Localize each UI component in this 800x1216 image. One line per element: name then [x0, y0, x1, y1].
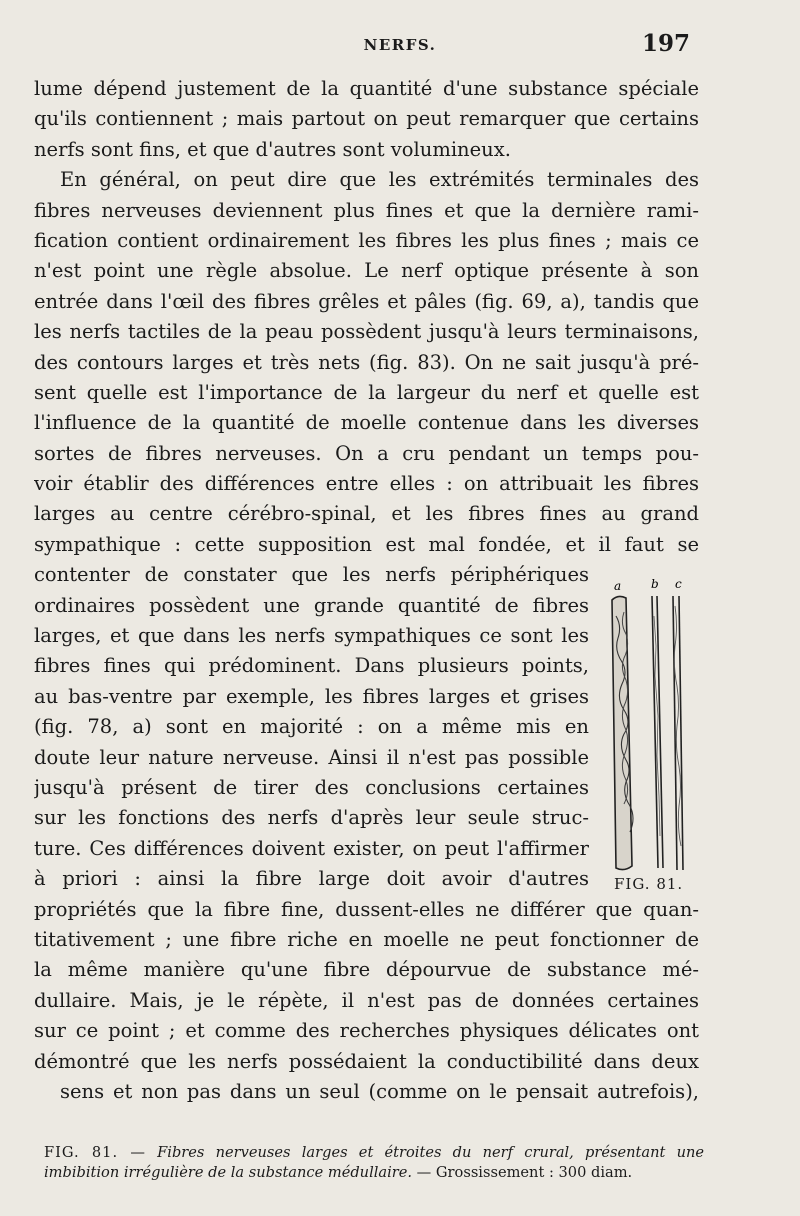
text-line: qu'ils contiennent ; mais partout on peut remarquer que certains [34, 107, 699, 131]
caption-magnification: — Grossissement : 300 diam. [416, 1164, 633, 1181]
text-line: lume dépend justement de la quantité d'une substance spéciale [34, 77, 699, 100]
text-line: la même manière qu'une fibre dépourvue de substance mé- [34, 958, 699, 982]
text-line: sur les fonctions des nerfs d'après leur seule struc- [34, 806, 589, 830]
thin-fiber-c [673, 596, 683, 870]
text-line: jusqu'à présent de tirer des conclusions certaines [34, 775, 589, 799]
text-line: dullaire. Mais, je le répète, il n'est pas de données certaines [34, 988, 699, 1012]
caption-label: FIG. 81. — [44, 1144, 146, 1161]
caption-line-2 [44, 1163, 704, 1183]
text-line: sent quelle est l'importance de la largeur du nerf et quelle est [34, 380, 699, 404]
text-line: En général, on peut dire que les extrémités terminales des [60, 168, 699, 192]
text-line: démontré que les nerfs possédaient la conductibilité dans deux [34, 1049, 699, 1073]
text-line: ordinaires possèdent une grande quantité de fibres [34, 593, 589, 617]
text-line: sortes de fibres nerveuses. On a cru pendant un temps pou- [34, 441, 699, 465]
text-line: larges, et que dans les nerfs sympathiques ce sont les [34, 624, 589, 648]
text-line: sympathique : cette supposition est mal fondée, et il faut se [34, 532, 699, 556]
text-line: fication contient ordinairement les fibres les plus fines ; mais ce [34, 228, 699, 252]
running-head: NERFS. [363, 36, 437, 54]
text-line: voir établir des différences entre elles : on attribuait les fibres [34, 472, 699, 496]
caption-text-1: Fibres nerveuses larges et étroites du nerf crural, présentant une [157, 1144, 704, 1161]
text-line: fibres fines qui prédominent. Dans plusieurs points, [34, 654, 589, 678]
caption-text-2: imbibition irrégulière de la substance médullaire. [44, 1164, 413, 1181]
figure-label: FIG. 81. [614, 875, 684, 893]
page-number: 197 [641, 30, 690, 57]
figure-letter-a: a [614, 579, 622, 593]
text-line: n'est point une règle absolue. Le nerf optique présente à son [34, 259, 699, 283]
text-line: des contours larges et très nets (fig. 83). On ne sait jusqu'à pré- [34, 350, 699, 374]
text-line: titativement ; une fibre riche en moelle ne peut fonctionner de [34, 927, 699, 951]
text-line: au bas-ventre par exemple, les fibres larges et grises [34, 684, 589, 708]
thin-fiber-b [652, 596, 663, 868]
text-line: à priori : ainsi la fibre large doit avoir d'autres [34, 867, 589, 891]
text-line: larges au centre cérébro-spinal, et les fibres fines au grand [34, 502, 699, 526]
body-text [34, 74, 699, 1107]
nerve-fiber-illustration [602, 576, 694, 896]
text-line: doute leur nature nerveuse. Ainsi il n'est pas possible [34, 745, 589, 769]
text-line: nerfs sont fins, et que d'autres sont volumineux. [34, 137, 511, 161]
text-line: (fig. 78, a) sont en majorité : on a même mis en [34, 715, 589, 739]
text-line: les nerfs tactiles de la peau possèdent jusqu'à leurs terminaisons, [34, 320, 699, 344]
text-line: ture. Ces différences doivent exister, on peut l'affirmer [34, 836, 589, 860]
text-line: l'influence de la quantité de moelle contenue dans les diverses [34, 411, 699, 435]
caption-line-1 [44, 1143, 704, 1163]
text-line: fibres nerveuses deviennent plus fines et que la dernière rami- [34, 198, 699, 222]
text-line: sens et non pas dans un seul (comme on le pensait autrefois), [60, 1079, 699, 1103]
text-line: entrée dans l'œil des fibres grêles et pâles (fig. 69, a), tandis que [34, 289, 699, 313]
figure-caption [44, 1143, 704, 1183]
wide-fiber-a [612, 596, 633, 869]
text-line: propriétés que la fibre fine, dussent-elles ne différer que quan- [34, 897, 699, 921]
figure-letter-c: c [675, 577, 682, 591]
text-line: contenter de constater que les nerfs périphériques [34, 563, 589, 587]
figure-letter-b: b [651, 577, 659, 591]
text-line: sur ce point ; et comme des recherches physiques délicates ont [34, 1019, 699, 1043]
